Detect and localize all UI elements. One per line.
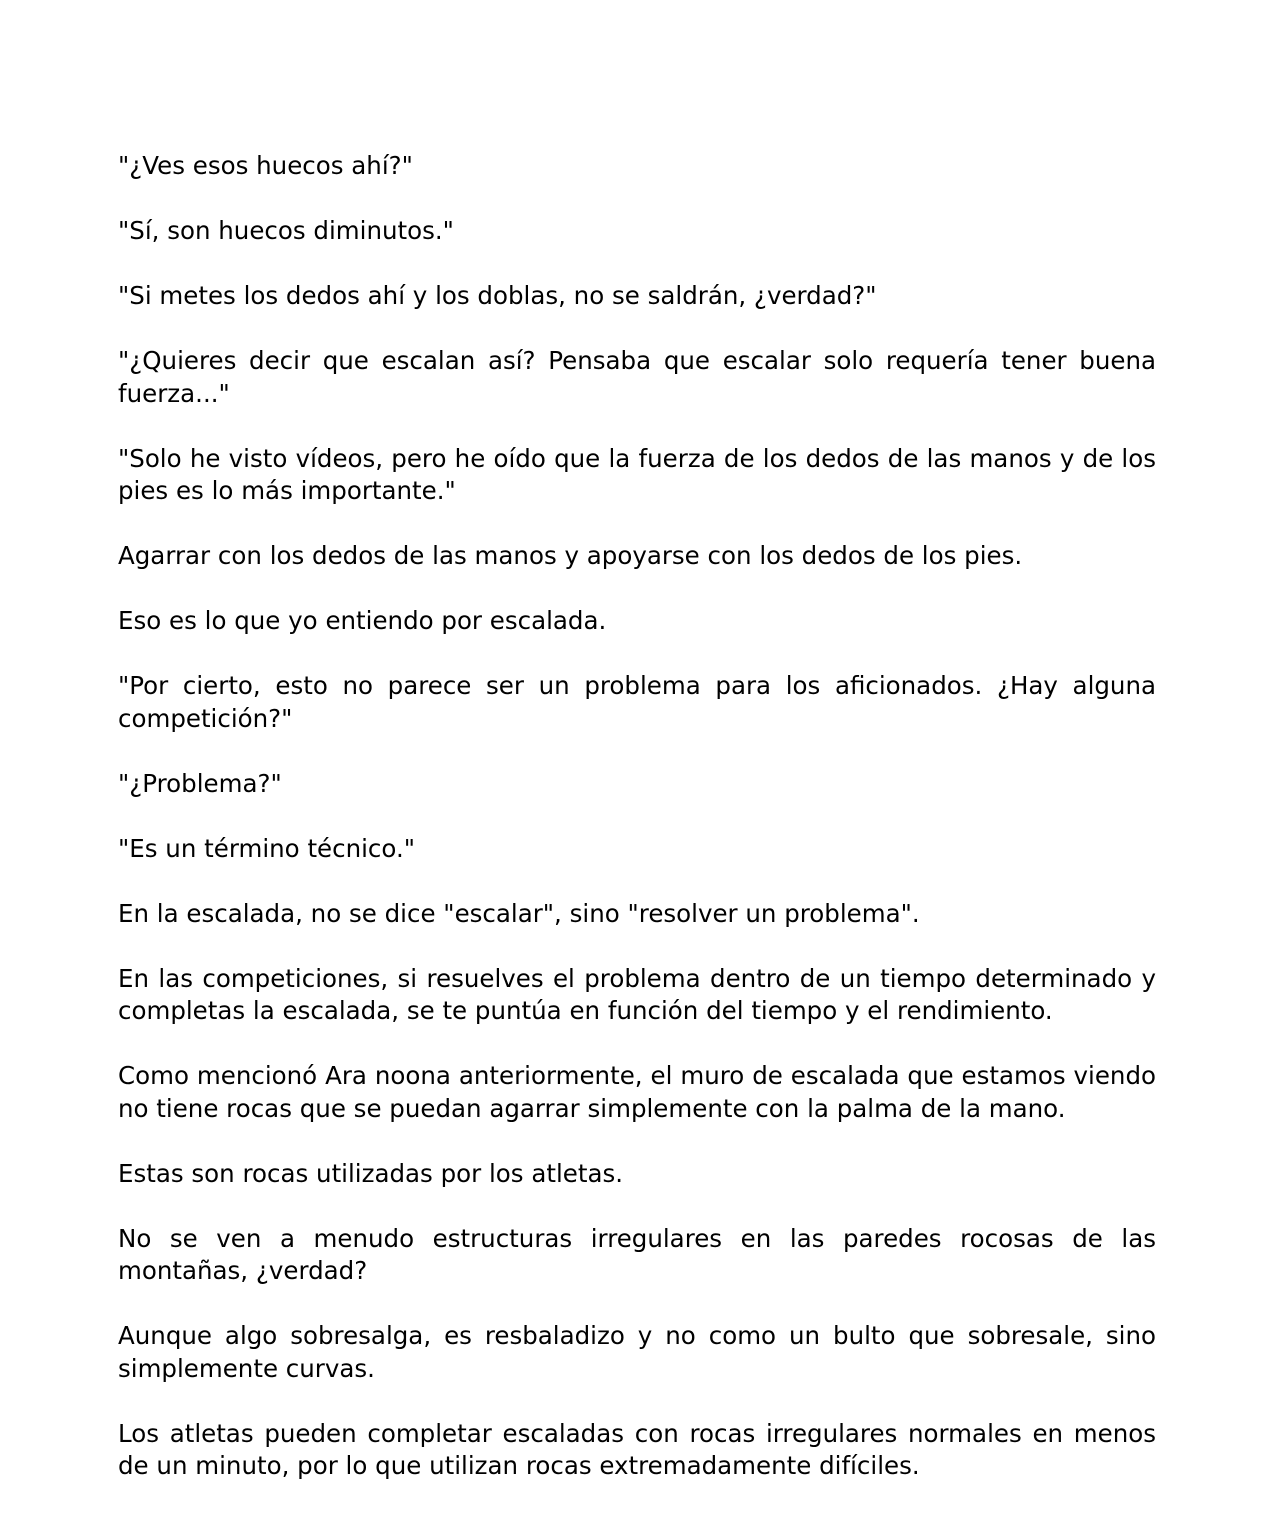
paragraph-10: "Es un término técnico." <box>118 833 416 863</box>
paragraph-16: Aunque algo sobresalga, es resbaladizo y no como un bulto que sobresale, sino simplemente curvas. <box>118 1321 1156 1383</box>
paragraph-2: "Sí, son huecos diminutos." <box>118 216 454 245</box>
paragraph-5: "Solo he visto vídeos, pero he oído que la fuerza de los dedos de las manos y de los pies es lo más importante." <box>118 443 1156 505</box>
paragraph-8: "Por cierto, esto no parece ser un problema para los aficionados. ¿Hay alguna competición?" <box>118 671 1156 733</box>
paragraph-13: Como mencionó Ara noona anteriormente, el muro de escalada que estamos viendo no tiene rocas que se puedan agarrar simplemente con la palma de la mano. <box>118 1061 1156 1123</box>
paragraph-1: "¿Ves esos huecos ahí?" <box>118 151 413 180</box>
paragraph-11: En la escalada, no se dice "escalar", sino "resolver un problema". <box>118 898 920 928</box>
paragraph-9: "¿Problema?" <box>118 768 282 798</box>
paragraph-12: En las competiciones, si resuelves el problema dentro de un tiempo determinado y completas la escalada, se te puntúa en función del tiempo y el rendimiento. <box>118 963 1156 1025</box>
paragraph-6: Agarrar con los dedos de las manos y apoyarse con los dedos de los pies. <box>118 541 1023 570</box>
paragraph-14: Estas son rocas utilizadas por los atletas. <box>118 1158 624 1188</box>
paragraph-15: No se ven a menudo estructuras irregulares en las paredes rocosas de las montañas, ¿verdad? <box>118 1223 1156 1285</box>
paragraph-7: Eso es lo que yo entiendo por escalada. <box>118 606 607 635</box>
paragraph-17: Los atletas pueden completar escaladas con rocas irregulares normales en menos de un minuto, por lo que utilizan rocas extremadamente difíciles. <box>118 1418 1156 1480</box>
paragraph-4: "¿Quieres decir que escalan así? Pensaba que escalar solo requería tener buena fuerza..." <box>118 346 1156 408</box>
paragraph-3: "Si metes los dedos ahí y los doblas, no se saldrán, ¿verdad?" <box>118 281 877 310</box>
document-page <box>118 150 1156 1515</box>
